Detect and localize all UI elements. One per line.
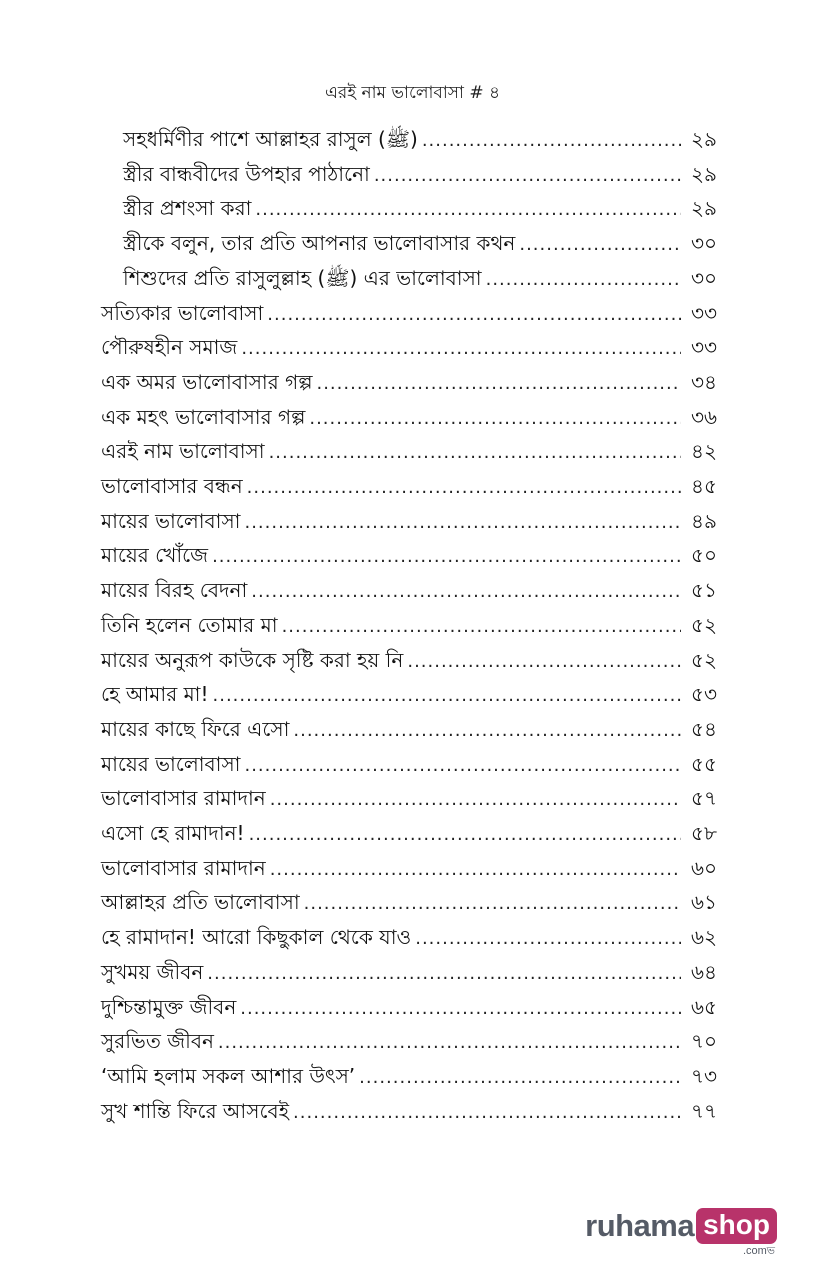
logo-word: ruhama <box>585 1208 695 1243</box>
toc-entry-page: ৬৫ <box>691 994 717 1019</box>
toc-entry <box>101 365 717 399</box>
toc-entry-page: ৪২ <box>691 439 717 464</box>
toc-entry <box>101 538 717 572</box>
dot-leader <box>293 1096 681 1130</box>
running-header: এরই নাম ভালোবাসা # ৪ <box>324 83 501 103</box>
toc-entry-page: ৬১ <box>691 890 717 915</box>
dot-leader <box>309 402 681 436</box>
toc-entry-page: ৩৪ <box>691 369 717 394</box>
toc-entry-title: দুশ্চিন্তামুক্ত জীবন <box>101 994 237 1019</box>
toc-entry-title: সত্যিকার ভালোবাসা <box>101 300 264 325</box>
toc-entry <box>101 955 717 989</box>
dot-leader <box>304 887 681 921</box>
dot-leader <box>213 679 682 713</box>
toc-entry-page: ৩৩ <box>690 335 717 360</box>
toc-entry-page: ৫৫ <box>691 751 717 776</box>
toc-entry-page: ৫২ <box>691 612 717 637</box>
dot-leader <box>247 471 681 505</box>
dot-leader <box>207 957 681 991</box>
toc-entry-page: ৪৯ <box>691 508 717 533</box>
dot-leader <box>269 436 681 470</box>
dot-leader <box>519 228 681 262</box>
dot-leader <box>270 783 681 817</box>
toc-entry-page: ৩০ <box>690 265 717 290</box>
dot-leader <box>267 298 681 332</box>
toc-entry-title: এক অমর ভালোবাসার গল্প <box>101 369 313 394</box>
dot-leader <box>415 922 681 956</box>
toc-entry <box>101 643 717 677</box>
dot-leader <box>486 263 681 297</box>
dot-leader <box>241 332 681 366</box>
dot-leader <box>244 749 681 783</box>
toc-entry <box>101 1059 717 1093</box>
toc-entry-page: ৭৭ <box>690 1098 717 1123</box>
toc-entry-page: ৭৩ <box>690 1063 717 1088</box>
toc-entry-title: হে রামাদান! আরো কিছুকাল থেকে যাও <box>101 925 412 950</box>
toc-entry-title: ভালোবাসার বন্ধন <box>101 474 243 498</box>
dot-leader <box>218 1026 681 1060</box>
toc-entry <box>123 226 717 260</box>
dot-leader <box>270 853 681 887</box>
dot-leader <box>251 575 681 609</box>
dot-leader <box>316 367 681 401</box>
toc-entry-page: ৫৮ <box>691 821 717 845</box>
logo-shop-box: shop <box>696 1208 777 1244</box>
toc-entry <box>123 191 717 225</box>
toc-entry-page: ৫১ <box>691 578 717 603</box>
toc-entry-page: ২৯ <box>691 196 717 221</box>
toc-entry <box>101 296 717 330</box>
toc-entry <box>101 469 717 503</box>
toc-entry-title: সুখ শান্তি ফিরে আসবেই <box>101 1098 290 1123</box>
toc-entry-page: ৬০ <box>690 855 717 880</box>
dot-leader <box>212 540 681 574</box>
toc-entry <box>101 851 717 885</box>
toc-entry-title: তিনি হলেন তোমার মা <box>101 612 278 637</box>
toc-entry <box>123 261 717 295</box>
toc-entry-page: ২৯ <box>691 161 717 186</box>
logo-domain-suffix: .comভ <box>742 1245 775 1257</box>
toc-entry <box>101 712 717 746</box>
toc-entry-title: স্ত্রীর প্রশংসা করা <box>123 196 252 221</box>
dot-leader <box>422 124 681 158</box>
toc-entry-page: ৫২ <box>691 647 717 672</box>
toc-entry <box>101 677 717 711</box>
toc-entry <box>123 157 717 191</box>
toc-entry-title: সুখময় জীবন <box>101 959 204 984</box>
toc-entry-title: এসো হে রামাদান! <box>101 821 245 845</box>
toc-entry-title: আল্লাহর প্রতি ভালোবাসা <box>101 890 300 915</box>
toc-entry <box>101 990 717 1024</box>
toc-entry <box>101 330 717 364</box>
toc-entry-title: স্ত্রীর বান্ধবীদের উপহার পাঠানো <box>123 161 370 186</box>
toc-entry-title: মায়ের খোঁজে <box>101 543 209 568</box>
dot-leader <box>255 193 681 227</box>
toc-entry <box>101 434 717 468</box>
toc-entry <box>101 747 717 781</box>
toc-entry-title: সুরভিত জীবন <box>101 1029 214 1054</box>
toc-entry-page: ৬২ <box>690 925 717 950</box>
toc-entry <box>101 573 717 607</box>
toc-entry-page: ৩৩ <box>690 300 717 325</box>
toc-entry-title: এক মহৎ ভালোবাসার গল্প <box>101 404 306 429</box>
dot-leader <box>374 159 681 193</box>
dot-leader <box>293 714 681 748</box>
toc-entry-title: স্ত্রীকে বলুন, তার প্রতি আপনার ভালোবাসার কথন <box>123 231 516 256</box>
toc-entry-page: ৩৬ <box>690 404 717 429</box>
toc-entry <box>101 781 717 815</box>
toc-entry <box>101 1094 717 1128</box>
toc-entry-page: ৩০ <box>690 231 717 256</box>
toc-entry-page: ৫০ <box>691 543 717 568</box>
toc-entry <box>101 608 717 642</box>
dot-leader <box>407 645 681 679</box>
toc-entry-title: মায়ের ভালোবাসা <box>101 751 241 776</box>
toc-entry-page: ৪৫ <box>691 474 717 498</box>
dot-leader <box>359 1061 681 1095</box>
toc-entry-page: ৭০ <box>690 1029 717 1054</box>
dot-leader <box>249 818 681 852</box>
toc-entry <box>101 816 717 850</box>
toc-entry-title: ‘আমি হলাম সকল আশার উৎস’ <box>101 1063 356 1088</box>
toc-entry-page: ৫৩ <box>691 682 717 707</box>
toc-entry <box>123 122 717 156</box>
toc-entry-title: মায়ের কাছে ফিরে এসো <box>101 716 290 741</box>
toc-entry <box>101 1024 717 1058</box>
dot-leader <box>240 992 681 1026</box>
dot-leader <box>282 610 681 644</box>
toc-entry-title: শিশুদের প্রতি রাসুলুল্লাহ (ﷺ) এর ভালোবাসা <box>123 265 482 290</box>
toc-entry <box>101 504 717 538</box>
toc-entry-title: মায়ের অনুরূপ কাউকে সৃষ্টি করা হয় নি <box>101 647 404 672</box>
toc-entry-title: ভালোবাসার রামাদান <box>101 786 266 811</box>
ruhamashop-logo <box>585 1208 777 1257</box>
toc-entry-page: ৫৭ <box>691 786 717 811</box>
toc-entry-title: এরই নাম ভালোবাসা <box>101 439 265 464</box>
toc-entry-title: মায়ের বিরহ বেদনা <box>101 578 248 603</box>
toc-entry <box>101 885 717 919</box>
toc-entry-page: ৫৪ <box>691 716 717 741</box>
toc-entry-title: ভালোবাসার রামাদান <box>101 855 266 880</box>
dot-leader <box>244 506 681 540</box>
toc-entry-title: মায়ের ভালোবাসা <box>101 508 241 533</box>
toc-entry-title: সহধর্মিণীর পাশে আল্লাহর রাসুল (ﷺ) <box>123 127 418 151</box>
toc-entry-page: ৬৪ <box>691 959 717 984</box>
toc-entry <box>101 920 717 954</box>
toc-entry-title: পৌরুষহীন সমাজ <box>101 335 238 360</box>
toc-entry-title: হে আমার মা! <box>101 682 209 707</box>
toc-entry-page: ২৯ <box>691 127 717 151</box>
toc-entry <box>101 400 717 434</box>
